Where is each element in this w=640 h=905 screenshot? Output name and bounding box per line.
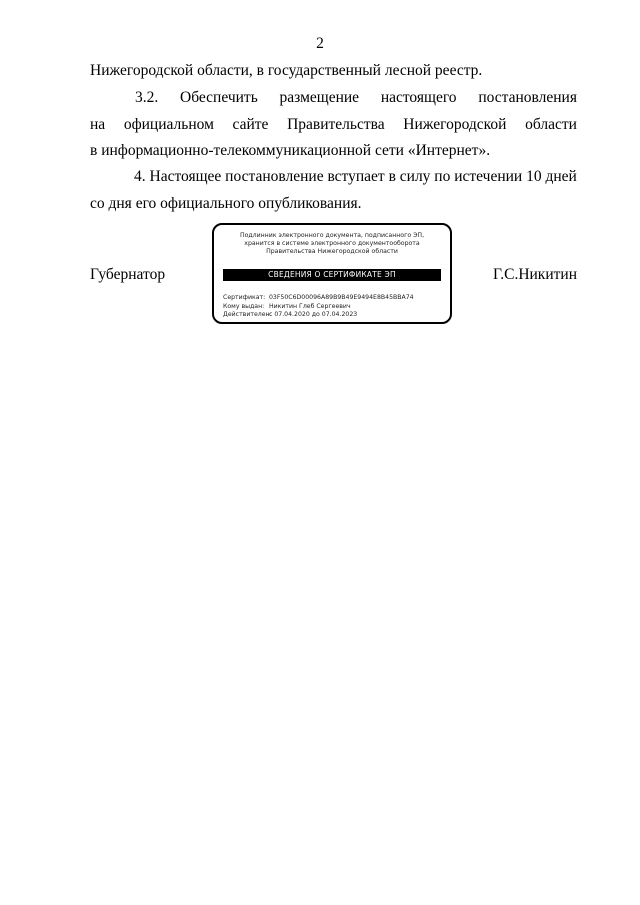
word: Обеспечить xyxy=(180,89,258,106)
page-number: 2 xyxy=(316,35,324,52)
word: официальном xyxy=(123,116,214,133)
paragraph-line-1: Нижегородской области, в государственный лесной реестр. xyxy=(90,62,483,79)
word: 3.2. xyxy=(135,89,159,106)
word: настоящего xyxy=(380,89,457,106)
stamp-note-line: хранится в системе электронного документооборота xyxy=(244,240,420,247)
paragraph-line-4: в информационно-телекоммуникационной сети «Интернет». xyxy=(90,142,491,159)
word: области xyxy=(525,116,577,133)
word: постановления xyxy=(478,89,577,106)
stamp-certificate-info xyxy=(223,294,414,320)
certificate-label: Сертификат: xyxy=(223,294,266,301)
signatory-title: Губернатор xyxy=(90,266,166,283)
validity-value: с 07.04.2020 до 07.04.2023 xyxy=(268,311,358,318)
word: Нижегородской xyxy=(403,116,507,133)
paragraph-line-6: со дня его официального опубликования. xyxy=(90,195,362,212)
issued-to-label: Кому выдан: xyxy=(223,302,265,310)
certificate-value: 03F50C6D00096A89B9B49E9494E8B45BBA74 xyxy=(268,294,414,301)
stamp-note-line: Правительства Нижегородской области xyxy=(266,248,398,255)
validity-label: Действителен: xyxy=(223,311,272,318)
paragraph-line-2 xyxy=(135,89,577,107)
paragraph-line-3 xyxy=(90,116,577,134)
issued-to-value: Никитин Глеб Сергеевич xyxy=(268,302,351,310)
word: на xyxy=(90,116,106,133)
validity-row xyxy=(223,311,414,320)
e-signature-stamp xyxy=(212,223,452,324)
word: сайте xyxy=(232,116,269,133)
word: размещение xyxy=(279,89,360,106)
signatory-name: Г.С.Никитин xyxy=(493,266,577,283)
stamp-note-line: Подлинник электронного документа, подписанного ЭП, xyxy=(239,232,425,239)
certificate-row xyxy=(223,294,414,303)
word: Правительства xyxy=(287,116,385,133)
paragraph-line-5: 4. Настоящее постановление вступает в силу по истечении 10 дней xyxy=(134,168,577,185)
stamp-note xyxy=(214,232,450,256)
issued-to-row xyxy=(223,303,414,312)
stamp-header: СВЕДЕНИЯ О СЕРТИФИКАТЕ ЭП xyxy=(223,269,441,281)
